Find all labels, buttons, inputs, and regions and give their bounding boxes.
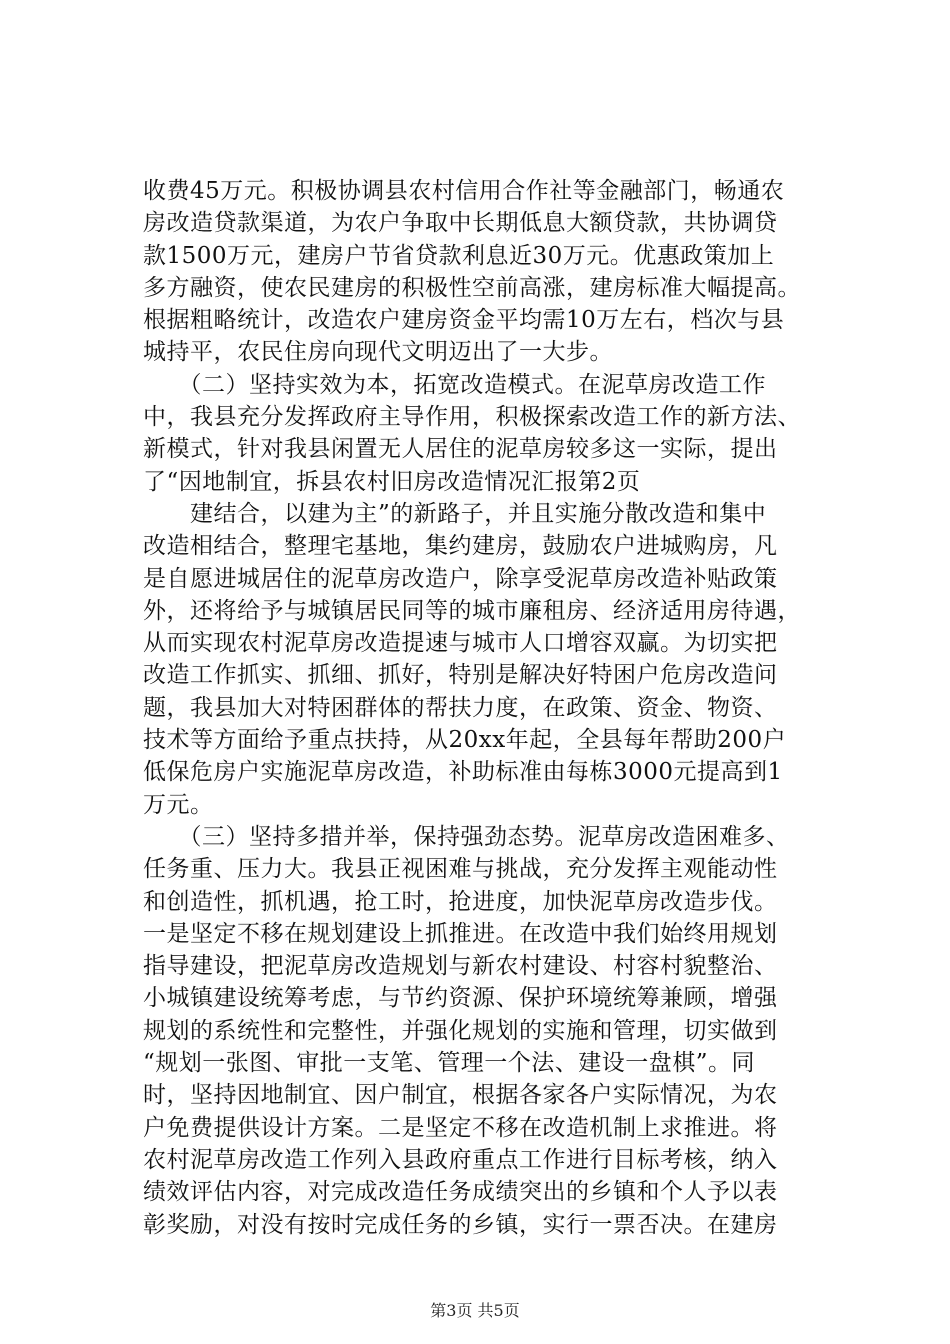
text-line: 城持平，农民住房向现代文明迈出了一大步。: [143, 339, 613, 366]
text-line: 改造相结合，整理宅基地，集约建房，鼓励农户进城购房，凡: [143, 533, 778, 560]
text-line: 彰奖励，对没有按时完成任务的乡镇，实行一票否决。在建房: [143, 1211, 778, 1238]
text-line: 是自愿进城居住的泥草房改造户，除享受泥草房改造补贴政策: [143, 565, 778, 592]
text-line: 外，还将给予与城镇居民同等的城市廉租房、经济适用房待遇，: [143, 597, 801, 624]
text-line: 题，我县加大对特困群体的帮扶力度，在政策、资金、物资、: [143, 694, 778, 721]
text-line: 和创造性，抓机遇，抢工时，抢进度，加快泥草房改造步伐。: [143, 888, 778, 915]
text-line: 多方融资，使农民建房的积极性空前高涨，建房标准大幅提高。: [143, 274, 801, 301]
text-line: 时，坚持因地制宜、因户制宜，根据各家各户实际情况，为农: [143, 1082, 778, 1109]
text-line: 技术等方面给予重点扶持，从20xx年起，全县每年帮助200户: [143, 727, 787, 754]
text-line: 低保危房户实施泥草房改造，补助标准由每栋3000元提高到1: [143, 759, 783, 786]
text-line: 规划的系统性和完整性，并强化规划的实施和管理，切实做到: [143, 1017, 778, 1044]
text-line: 建结合，以建为主”的新路子，并且实施分散改造和集中: [143, 500, 767, 527]
text-line: 房改造贷款渠道，为农户争取中长期低息大额贷款，共协调贷: [143, 210, 778, 237]
text-line: 款1500万元，建房户节省贷款利息近30万元。优惠政策加上: [143, 242, 775, 269]
text-line: 根据粗略统计，改造农户建房资金平均需10万左右，档次与县: [143, 307, 785, 334]
text-line: （三）坚持多措并举，保持强劲态势。泥草房改造困难多、: [143, 823, 790, 850]
text-line: 了“因地制宜，拆县农村旧房改造情况汇报第2页: [143, 468, 641, 495]
text-line: 一是坚定不移在规划建设上抓推进。在改造中我们始终用规划: [143, 920, 778, 947]
text-line: “规划一张图、审批一支笔、管理一个法、建设一盘棋”。同: [143, 1050, 756, 1077]
text-line: 任务重、压力大。我县正视困难与挑战，充分发挥主观能动性: [143, 856, 778, 883]
text-line: 万元。: [143, 791, 214, 818]
text-line: 农村泥草房改造工作列入县政府重点工作进行目标考核，纳入: [143, 1146, 778, 1173]
text-line: 改造工作抓实、抓细、抓好，特别是解决好特困户危房改造问: [143, 662, 778, 689]
text-line: 从而实现农村泥草房改造提速与城市人口增容双赢。为切实把: [143, 630, 778, 657]
text-line: 收费45万元。积极协调县农村信用合作社等金融部门，畅通农: [143, 178, 785, 204]
text-line: 中，我县充分发挥政府主导作用，积极探索改造工作的新方法、: [143, 404, 801, 431]
body-text: [143, 175, 823, 1241]
page-footer: 第3页 共5页: [430, 1301, 520, 1320]
text-line: 绩效评估内容，对完成改造任务成绩突出的乡镇和个人予以表: [143, 1179, 778, 1206]
text-line: 户免费提供设计方案。二是坚定不移在改造机制上求推进。将: [143, 1114, 778, 1141]
text-line: 指导建设，把泥草房改造规划与新农村建设、村容村貌整治、: [143, 953, 778, 980]
text-line: 新模式，针对我县闲置无人居住的泥草房较多这一实际，提出: [143, 436, 778, 463]
text-line: 小城镇建设统筹考虑，与节约资源、保护环境统筹兼顾，增强: [143, 985, 778, 1012]
text-line: （二）坚持实效为本，拓宽改造模式。在泥草房改造工作: [143, 371, 766, 398]
